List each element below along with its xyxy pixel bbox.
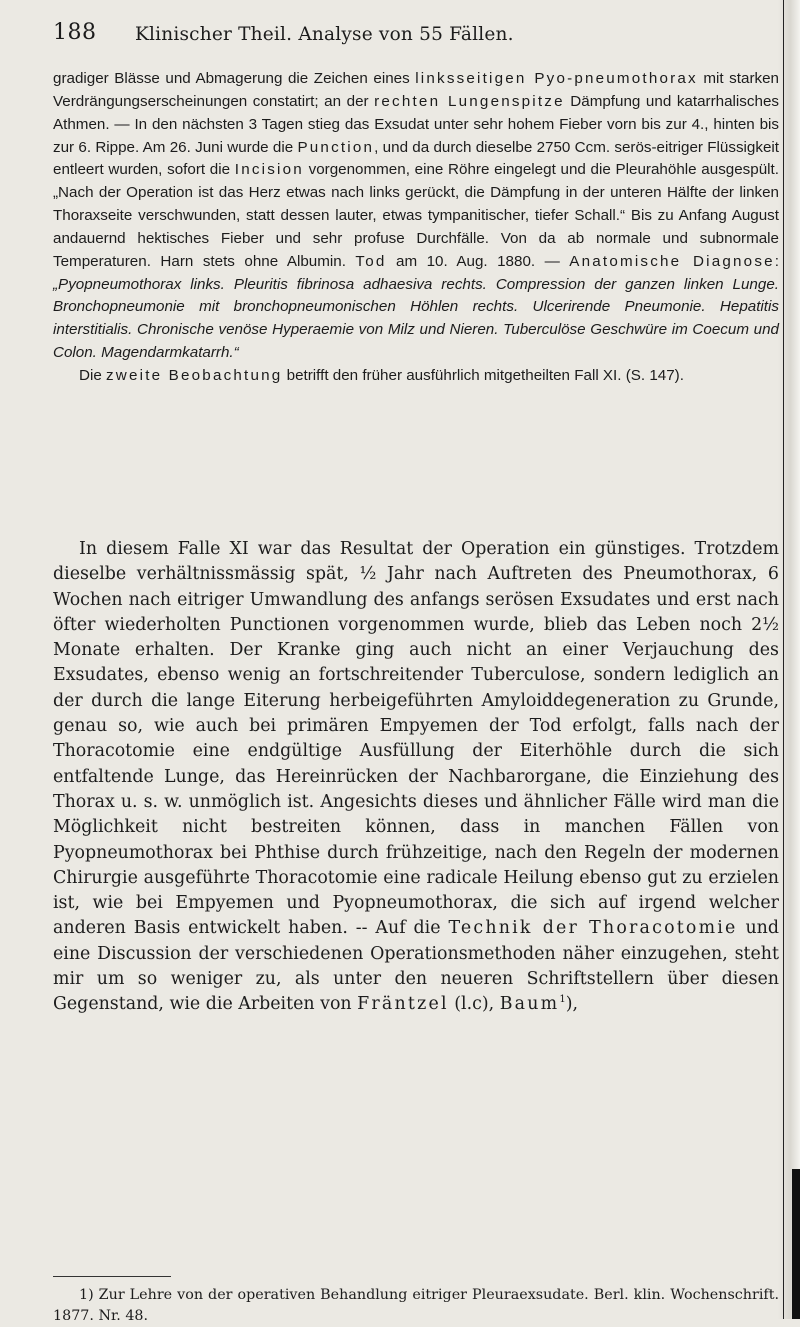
author-name: Fräntzel (357, 994, 449, 1015)
text-run: und eine Discussion der verschiedenen Operationsmethoden näher einzugehen, steht mir um so weniger zu, als unter den neueren Schriftstellern über diesen Gegenstand, wie die Arbeiten von (53, 918, 779, 1015)
page-number: 188 (53, 20, 97, 45)
text-run: In diesem Falle XI war das Resultat der Operation ein günstiges. Trotzdem dieselbe verhältnissmässig spät, ½ Jahr nach Auftreten des Pneumothorax, 6 Wochen nach eitriger Umwandlung des anfangs serösen Exsudates und erst nach öfter wiederholten Punctionen vorgenommen wurde, blieb das Leben noch 2½ Monate erhalten. Der Kranke ging auch nicht an einer Verjauchung des Exsudates, ebenso wenig an fortschreitender Tuberculose, sondern lediglich an der durch die lange Eiterung herbeigeführten Amyloiddegeneration zu Grunde, genau so, wie auch bei primären Empyemen der Tod erfolgt, falls nach der Thoracotomie eine endgültige Ausfüllung der Eiterhöhle durch die sich entfaltende Lunge, das Hereinrücken der Nachbarorgane, die Einziehung des Thorax u. s. w. unmöglich ist. Angesichts dieses und ähnlicher Fälle wird man die Möglichkeit nicht bestreiten können, dass in manchen Fällen von Pyopneumothorax bei Phthise durch frühzeitige, nach den Regeln der modernen Chirurgie ausgeführte Thoracotomie eine radicale Heilung ebenso gut zu erzielen ist, wie bei Empyemen und Pyopneumothorax, die sich auf irgend welcher anderen Basis entwickelt haben. -- Auf die (53, 539, 779, 939)
footnote-divider (53, 1276, 171, 1277)
page-edge-shadow (792, 1169, 800, 1319)
case-paragraph (53, 68, 779, 365)
text-run: : (774, 252, 779, 270)
spaced-term: Tod (355, 252, 387, 270)
diagnosis-italic: „Pyopneumothorax links. Pleuritis fibrinosa adhaesiva rechts. Compression der ganzen linken Lunge. Bronchopneumonie mit bronchopneumonischen Höhlen rechts. Ulcerirende Pneumonie. Hepatitis interstitialis. Chronische venöse Hyperaemie von Milz und Nieren. Tuberculöse Geschwüre im Coecum und Colon. Magendarmkatarrh.“ (53, 275, 779, 362)
text-run: am 10. Aug. 1880. — (386, 252, 570, 270)
footnote-marker: 1 (559, 994, 566, 1006)
text-run: betrifft den früher ausführlich mitgetheilten Fall XI. (S. 147). (282, 366, 684, 384)
text-run: (l.c), (448, 994, 500, 1015)
text-run: vorgenommen, eine Röhre eingelegt und die Pleurahöhle ausgespült. „Nach der Operation ist das Herz etwas nach links gerückt, die Dämpfung in der unteren Hälfte der linken Thoraxseite verschwunden, statt dessen lauter, etwas tympanitischer, tiefer Schall.“ Bis zu Anfang August andauernd hektisches Fieber und sehr profuse Durchfälle. Von da ab normale und subnormale Temperaturen. Harn stets ohne Albumin. (53, 161, 779, 270)
running-title: Klinischer Theil. Analyse von 55 Fällen. (135, 24, 514, 45)
spaced-term: Technik der Thoracotomie (448, 918, 738, 939)
main-paragraph (53, 537, 779, 1018)
page-header (53, 20, 753, 50)
spaced-term: linksseitigen Pyo-pneumothorax (415, 70, 698, 87)
spaced-term: Anatomische Diagnose (569, 252, 775, 270)
text-run: gradiger Blässe und Abmagerung die Zeichen eines (53, 70, 416, 87)
text-run: Die (79, 366, 107, 384)
text-run: mit starken Verdrängungserscheinungen constatirt; an der (53, 70, 779, 110)
spaced-term: rechten Lungenspitze (374, 92, 565, 110)
text-run: ), (565, 994, 579, 1015)
footnote-text: 1) Zur Lehre von der operativen Behandlung eitriger Pleuraexsudate. Berl. klin. Wochenschrift. 1877. Nr. 48. (53, 1287, 779, 1324)
case-report (53, 68, 779, 388)
spaced-term: Punction (297, 138, 375, 156)
footnote (53, 1285, 779, 1327)
page-edge-line (783, 0, 784, 1319)
observation-paragraph (53, 365, 779, 388)
spaced-term: zweite Beobachtung (106, 366, 283, 384)
page-edge (778, 0, 800, 1319)
main-text (53, 537, 779, 1018)
text-run: , und da durch dieselbe 2750 Ccm. serös-eitriger Flüssigkeit entleert wurden, sofort die (53, 138, 779, 179)
author-name: Baum (499, 994, 560, 1015)
text-run: Dämpfung und katarrhalisches Athmen. — In den nächsten 3 Tagen stieg das Exsudat unter sehr hohem Fieber vorn bis zur 4., hinten bis zur 6. Rippe. Am 26. Juni wurde die (53, 92, 779, 156)
spaced-term: Incision (234, 161, 304, 179)
